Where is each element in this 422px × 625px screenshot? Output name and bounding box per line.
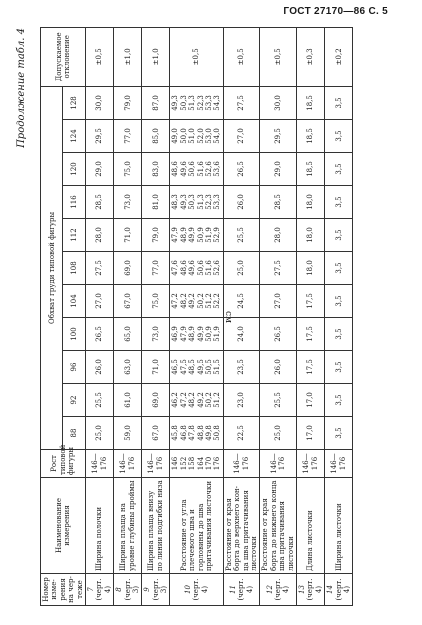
girth-value: 65,0	[114, 318, 142, 351]
height-value: 146—176	[142, 450, 170, 478]
girth-value: 26,5	[260, 318, 297, 351]
girth-value: 26,0	[260, 351, 297, 384]
girth-header: 100	[63, 318, 85, 351]
girth-value: 67,0	[142, 417, 170, 450]
girth-value: 73,0	[114, 186, 142, 219]
tolerance-value: ±0,5	[223, 27, 260, 86]
girth-value: 75,0	[114, 153, 142, 186]
girth-value: 24,5	[223, 285, 260, 318]
girth-value: 29,5	[85, 120, 113, 153]
col-header-height: Рост типовой фигуры	[41, 450, 86, 478]
girth-value: 26,5	[85, 318, 113, 351]
girth-value: 3,5	[325, 351, 353, 384]
girth-header: 108	[63, 252, 85, 285]
girth-value: 3,5	[325, 120, 353, 153]
girth-value: 17,5	[296, 351, 324, 384]
measurement-name: Ширина плаща на уровне глубины проймы	[114, 478, 142, 574]
measurement-name: Длина листочки	[296, 478, 324, 574]
measurement-number-cell	[170, 574, 223, 606]
girth-header: 88	[63, 417, 85, 450]
girth-value: 27,0	[223, 120, 260, 153]
girth-value: 3,5	[325, 384, 353, 417]
tolerance-value: ±0,5	[170, 27, 223, 86]
girth-header: 116	[63, 186, 85, 219]
girth-value: 79,0	[114, 86, 142, 119]
girth-value: 27,0	[85, 285, 113, 318]
drawing-reference: (черт. 4)	[95, 578, 112, 601]
girth-value: 47,9 48,9 49,9 50,9 51,9 52,9	[170, 219, 223, 252]
measurement-number: 11	[229, 585, 237, 594]
girth-value: 17,0	[296, 417, 324, 450]
girth-value: 29,0	[85, 153, 113, 186]
girth-value: 27,5	[260, 252, 297, 285]
drawing-reference: (черт. 4)	[237, 578, 254, 601]
girth-value: 3,5	[325, 252, 353, 285]
girth-value: 30,0	[260, 86, 297, 119]
height-value: 146—176	[325, 450, 353, 478]
girth-value: 69,0	[114, 252, 142, 285]
girth-header: 128	[63, 86, 85, 119]
girth-value: 3,5	[325, 285, 353, 318]
girth-value: 18,0	[296, 252, 324, 285]
table-body	[85, 27, 352, 605]
col-header-name: Наименование измерения	[41, 478, 86, 574]
height-value: 146 152 158 164 170 176	[170, 450, 223, 478]
drawing-reference: (черт. 3)	[151, 578, 169, 601]
girth-value: 81,0	[142, 186, 170, 219]
measurement-number-cell	[325, 574, 353, 606]
girth-value: 48,3 49,3 50,3 51,3 52,3 53,3	[170, 186, 223, 219]
girth-value: 27,5	[85, 252, 113, 285]
measurement-number: 10	[184, 585, 193, 594]
girth-value: 3,5	[325, 417, 353, 450]
girth-header: 112	[63, 219, 85, 252]
girth-value: 3,5	[325, 86, 353, 119]
girth-value: 27,0	[260, 285, 297, 318]
girth-value: 71,0	[114, 219, 142, 252]
girth-value: 18,0	[296, 186, 324, 219]
measurement-name: Расстояние от края борта до верхнего конца шва притачивания листочки	[223, 478, 260, 574]
measurement-number: 14	[326, 585, 335, 594]
girth-value: 26,5	[223, 153, 260, 186]
table-row	[223, 27, 260, 605]
girth-value: 25,5	[223, 219, 260, 252]
table-row	[260, 27, 297, 605]
measurement-name: Ширина плаща внизу по линии подгибки низа	[142, 478, 170, 574]
col-header-num: Номер измерения на чертеже	[41, 574, 86, 606]
girth-value: 47,2 48,2 49,2 50,2 51,2 52,2	[170, 285, 223, 318]
measurement-name: Ширина полочки	[85, 478, 113, 574]
drawing-reference: (черт. 4)	[306, 578, 323, 601]
height-value: 146—176	[296, 450, 324, 478]
rotated-table-area	[14, 28, 414, 606]
tolerance-value: ±0,5	[85, 27, 113, 86]
girth-value: 17,5	[296, 285, 324, 318]
height-value: 146—176	[223, 450, 260, 478]
girth-value: 28,5	[260, 186, 297, 219]
measurement-name: Расстояние от угла плечевого шва и горловины до шва притачивания листочки	[170, 478, 223, 574]
girth-value: 18,5	[296, 153, 324, 186]
girth-value: 22,5	[223, 417, 260, 450]
girth-value: 3,5	[325, 153, 353, 186]
girth-value: 23,0	[223, 384, 260, 417]
girth-value: 28,0	[85, 219, 113, 252]
tolerance-value: ±0,5	[260, 27, 297, 86]
girth-value: 45,8 46,8 47,8 48,8 49,8 50,8	[170, 417, 223, 450]
drawing-reference: (черт. 4)	[334, 578, 351, 601]
girth-value: 28,0	[260, 219, 297, 252]
girth-value: 23,5	[223, 351, 260, 384]
girth-value: 3,5	[325, 219, 353, 252]
girth-value: 61,0	[114, 384, 142, 417]
measurement-number: 12	[265, 585, 274, 594]
girth-header: 124	[63, 120, 85, 153]
measurement-number: 8	[115, 587, 124, 592]
girth-value: 48,6 49,6 50,6 51,6 52,6 53,6	[170, 153, 223, 186]
girth-value: 59,0	[114, 417, 142, 450]
col-header-tolerance: Допускаемое отклонение	[41, 27, 86, 86]
girth-value: 47,6 48,6 49,6 50,6 51,6 52,6	[170, 252, 223, 285]
measurement-number: 7	[86, 587, 95, 592]
girth-value: 49,3 50,3 51,3 52,3 53,3 54,3	[170, 86, 223, 119]
measurement-number-cell	[142, 574, 170, 606]
girth-value: 24,0	[223, 318, 260, 351]
tolerance-value: ±1,0	[114, 27, 142, 86]
tolerance-value: ±0,3	[296, 27, 324, 86]
col-header-group: Обхват груди типовой фигуры	[41, 86, 63, 449]
table-row	[296, 27, 324, 605]
measurement-number: 13	[297, 585, 306, 594]
girth-value: 71,0	[142, 351, 170, 384]
drawing-reference: (черт. 3)	[123, 578, 140, 601]
girth-value: 30,0	[85, 86, 113, 119]
measurements-table	[40, 27, 353, 606]
girth-value: 25,0	[260, 417, 297, 450]
girth-value: 46,2 47,2 48,2 49,2 50,2 51,2	[170, 384, 223, 417]
page-header: ГОСТ 27170—86 С. 5	[283, 6, 388, 17]
girth-value: 77,0	[114, 120, 142, 153]
girth-value: 49,0 50,0 51,0 52,0 53,0 54,0	[170, 120, 223, 153]
girth-value: 79,0	[142, 219, 170, 252]
girth-value: 25,5	[85, 384, 113, 417]
girth-value: 3,5	[325, 318, 353, 351]
girth-value: 25,0	[223, 252, 260, 285]
height-value: 146—176	[114, 450, 142, 478]
height-value: 146—176	[260, 450, 297, 478]
girth-value: 77,0	[142, 252, 170, 285]
girth-value: 75,0	[142, 285, 170, 318]
girth-value: 69,0	[142, 384, 170, 417]
girth-value: 29,0	[260, 153, 297, 186]
units-label: см	[223, 310, 234, 324]
girth-value: 25,5	[260, 384, 297, 417]
girth-value: 63,0	[114, 351, 142, 384]
girth-value: 18,5	[296, 86, 324, 119]
girth-value: 87,0	[142, 86, 170, 119]
girth-value: 46,9 47,9 48,9 49,9 50,9 51,9	[170, 318, 223, 351]
measurement-name: Ширина листочки	[325, 478, 353, 574]
girth-value: 18,5	[296, 120, 324, 153]
table-row	[85, 27, 113, 605]
girth-value: 28,5	[85, 186, 113, 219]
girth-value: 29,5	[260, 120, 297, 153]
girth-value: 46,5 47,5 48,5 49,5 50,5 51,5	[170, 351, 223, 384]
girth-value: 73,0	[142, 318, 170, 351]
girth-value: 25,0	[85, 417, 113, 450]
girth-value: 18,0	[296, 219, 324, 252]
header-row-top	[41, 27, 63, 605]
girth-value: 17,0	[296, 384, 324, 417]
table-row	[170, 27, 223, 605]
girth-value: 85,0	[142, 120, 170, 153]
girth-value: 3,5	[325, 186, 353, 219]
table-row	[325, 27, 353, 605]
measurement-number-cell	[260, 574, 297, 606]
tolerance-value: ±0,2	[325, 27, 353, 86]
girth-header: 104	[63, 285, 85, 318]
girth-value: 67,0	[114, 285, 142, 318]
measurement-name: Расстояние от края борта до нижнего конца шва притачивания листочки	[260, 478, 297, 574]
measurement-number-cell	[114, 574, 142, 606]
tolerance-value: ±1,0	[142, 27, 170, 86]
drawing-reference: (черт. 4)	[273, 578, 291, 601]
drawing-reference: (черт. 4)	[192, 578, 209, 601]
girth-value: 26,0	[223, 186, 260, 219]
girth-header: 92	[63, 384, 85, 417]
height-value: 146—176	[85, 450, 113, 478]
girth-value: 26,0	[85, 351, 113, 384]
girth-value: 83,0	[142, 153, 170, 186]
girth-value: 17,5	[296, 318, 324, 351]
girth-header: 96	[63, 351, 85, 384]
girth-header: 120	[63, 153, 85, 186]
girth-value: 27,5	[223, 86, 260, 119]
table-row	[114, 27, 142, 605]
table-row	[142, 27, 170, 605]
measurement-number-cell	[296, 574, 324, 606]
continuation-label: Продолжение табл. 4	[16, 28, 27, 148]
measurement-number-cell	[85, 574, 113, 606]
measurement-number: 9	[143, 587, 152, 592]
measurement-number-cell	[223, 574, 260, 606]
